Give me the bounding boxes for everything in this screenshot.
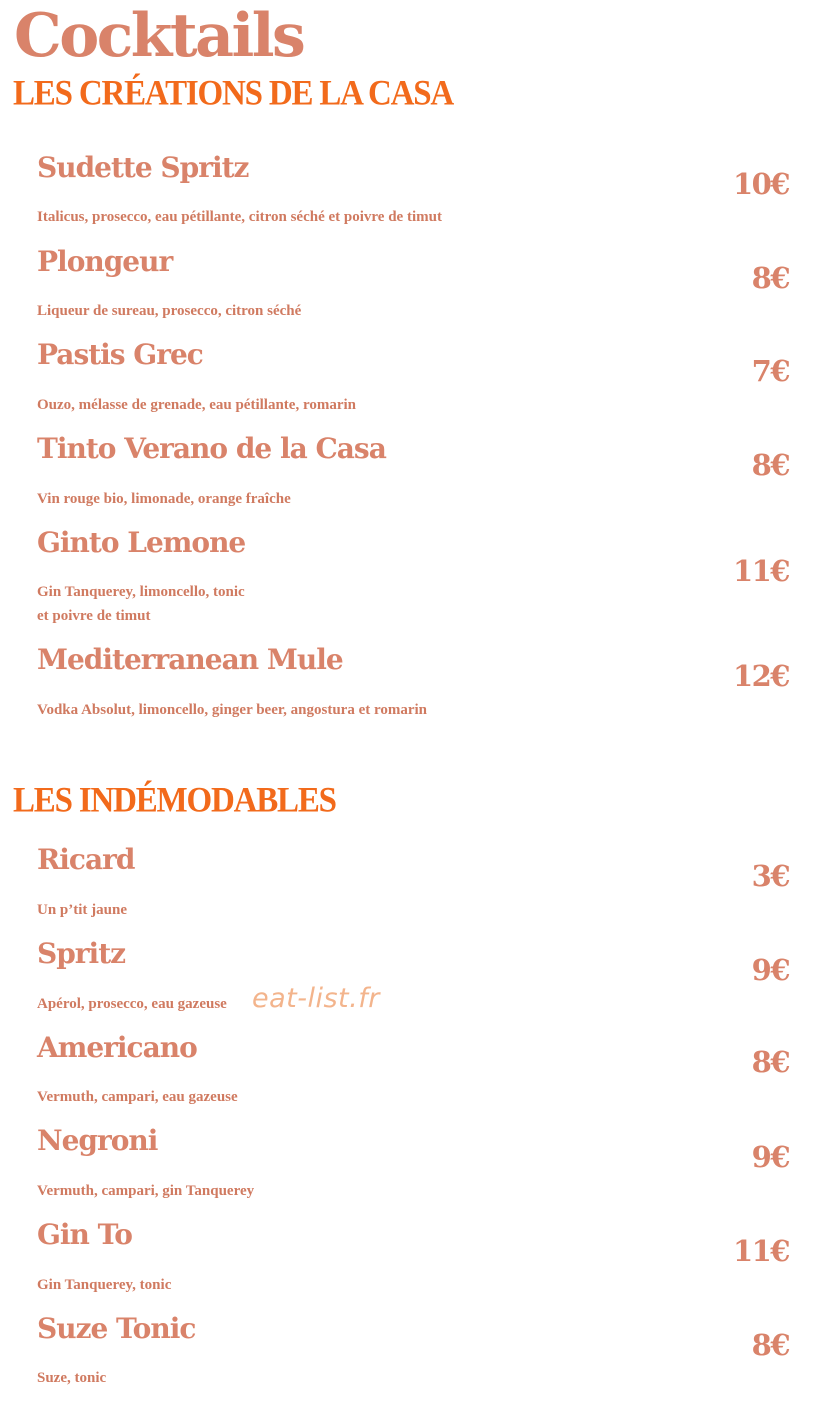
section-title: LES INDÉMODABLES [13, 781, 336, 820]
item-name: Sudette Spritz [37, 151, 249, 184]
item-price: 8€ [751, 261, 789, 295]
item-name: Ricard [37, 843, 135, 876]
item-name: Pastis Grec [37, 338, 203, 371]
item-description: Gin Tanquerey, limoncello, tonic [37, 584, 245, 600]
item-price: 9€ [751, 1140, 789, 1174]
item-price: 8€ [751, 1328, 789, 1362]
item-name: Gin To [37, 1218, 132, 1251]
item-name: Tinto Verano de la Casa [37, 432, 386, 465]
item-name: Plongeur [37, 245, 173, 278]
item-description: Apérol, prosecco, eau gazeuse [37, 996, 227, 1012]
item-price: 8€ [751, 1045, 789, 1079]
section-title: LES CRÉATIONS DE LA CASA [13, 74, 454, 113]
item-description: Liqueur de sureau, prosecco, citron séché [37, 303, 302, 319]
item-description: Un p’tit jaune [37, 902, 128, 918]
item-description: Vermuth, campari, gin Tanquerey [37, 1183, 255, 1199]
item-price: 9€ [751, 953, 789, 987]
item-name: Mediterranean Mule [37, 643, 343, 676]
item-price: 12€ [732, 659, 789, 693]
item-description: Vermuth, campari, eau gazeuse [37, 1089, 238, 1105]
item-price: 3€ [751, 859, 789, 893]
item-name: Negroni [37, 1124, 158, 1157]
item-price: 11€ [732, 1234, 789, 1268]
item-description: Vodka Absolut, limoncello, ginger beer, angostura et romarin [37, 702, 428, 718]
item-price: 10€ [732, 167, 789, 201]
item-price: 7€ [751, 354, 789, 388]
item-description: Italicus, prosecco, eau pétillante, citron séché et poivre de timut [37, 209, 442, 225]
item-name: Americano [37, 1031, 197, 1064]
item-description-line2: et poivre de timut [37, 608, 151, 624]
item-price: 11€ [732, 554, 789, 588]
item-name: Spritz [37, 937, 126, 970]
watermark: eat-list.fr [252, 983, 380, 1014]
item-description: Vin rouge bio, limonade, orange fraîche [37, 491, 291, 507]
item-description: Gin Tanquerey, tonic [37, 1277, 172, 1293]
item-description: Ouzo, mélasse de grenade, eau pétillante, romarin [37, 397, 356, 413]
page-title: Cocktails [14, 1, 304, 71]
item-name: Ginto Lemone [37, 526, 246, 559]
item-price: 8€ [751, 448, 789, 482]
item-name: Suze Tonic [37, 1312, 196, 1345]
item-description: Suze, tonic [37, 1370, 107, 1386]
